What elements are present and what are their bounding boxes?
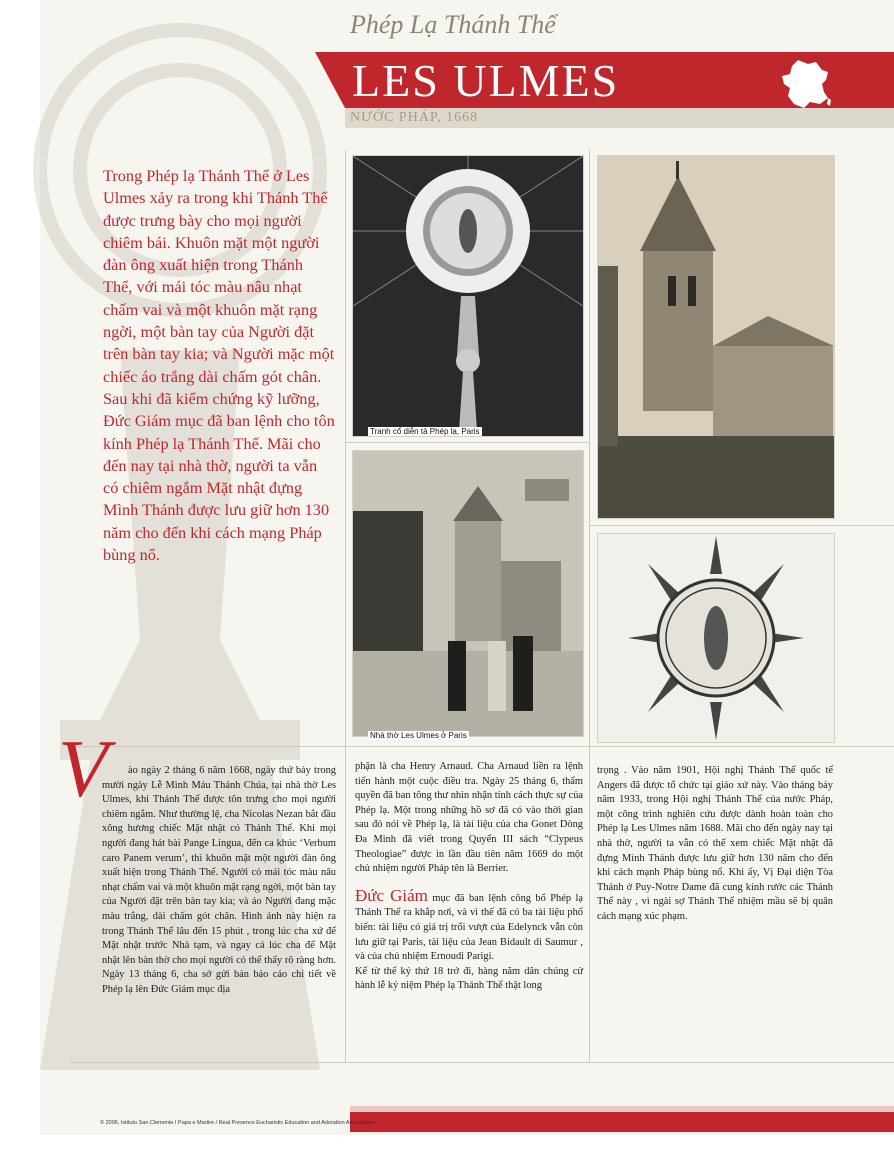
church-postcard-photo (352, 450, 584, 737)
banner-slant (315, 52, 345, 108)
footer-bar (350, 1112, 894, 1132)
monstrance-painting-photo (352, 155, 584, 437)
body-column-2 (355, 760, 583, 994)
bottom-divider (70, 1062, 894, 1063)
church-tower-photo (597, 155, 835, 519)
column-divider-2 (589, 746, 590, 1062)
painting-caption: Tranh cổ diễn tả Phép lạ, Paris (370, 427, 480, 436)
photo-divider-mid (589, 150, 590, 746)
body-column-1: ào ngày 2 tháng 6 năm 1668, ngày thứ bảy trong mười ngày Lễ Mình Máu Thánh Chúa, tại nhà thờ Les Ulmes, khi Thánh Thể được tôn trưng cho mọi người chiêm ngắm. Như thường lệ, cha Nicolas Nezan bắt đầu xông hương chiếc Mặt nhật có Thánh Thể. Khi mọi người đang hát bài Pange Lingua, đến ca khúc ‘Verbum caro Panem verum’, thì khuôn mặt một người đàn ông xuất hiện trong Thánh Thể. Người có mái tóc màu nâu nhạt chấm vai và một khuôn mặt rạng ngời, một bàn tay của Người đặt trên bàn tay kia; và áo Người đang mặc màu trắng, dài chấm gót chân. Hình ảnh này hiện ra trong Thánh Thể lâu đến 15 phút , trong lúc cha xứ để Mặt nhật trước Nhà tạm, và ngay cả lúc cha để Mặt nhật lên bàn thờ cho mọi người có thể thấy rõ ràng hơn. Ngày 13 tháng 6, cha sở gửi bản báo cáo chi tiết về Phép lạ lên Đức Giám mục địa (102, 765, 336, 995)
monstrance-closeup-photo (597, 533, 835, 743)
column-divider-1 (345, 746, 346, 1062)
section-divider (70, 746, 894, 747)
church-caption: Nhà thờ Les Ulmes ở Paris (370, 731, 467, 740)
body-column-2-para-2 (355, 885, 583, 965)
photo-divider-left (345, 150, 346, 746)
photo-divider-center (345, 442, 589, 443)
body-column-2-para-1: phận là cha Henry Arnaud. Cha Arnaud liền ra lệnh tiến hành một cuộc điều tra. Ngày 25 tháng 6, thẩm quyền đã ban tông thư nhìn nhận tính cách thực sự của Phép lạ. Một trong những hồ sơ đã có vào thời gian sau đó nói về Phép lạ, là tài liệu của cha Gonet Dòng Đa Minh đã viết trong Quyển III sách “Clypeus Theologiae” được in lần đầu tiên năm 1669 do một chủ nhiệm người Pháp tên là Berrier. (355, 761, 583, 875)
column-2-subhead-body: mục đã ban lệnh công bố Phép lạ Thánh Thể ra khắp nơi, và vì thế đã có ba tài liệu phổ biến: tài liệu có giá trị trổi vượt của Edelynck vẫn còn lưu giữ tại Paris, tài liệu của Jean Bidault di Saumur , và của chủ nhiệm Ernoudi Parigi. (355, 892, 583, 963)
photo-divider-right (589, 525, 894, 526)
body-column-2-para-3: Kể từ thế kỷ thứ 18 trở đi, hàng năm dân chúng cử hành lễ kỷ niệm Phép lạ Thánh Thể thật long (355, 965, 583, 992)
copyright-notice: © 2006, Istituto San Clemente I Papa e Martire / Real Presence Eucharistic Education and Adoration Association (100, 1120, 375, 1126)
page-title: LES ULMES (352, 55, 620, 106)
column-2-subhead: Đức Giám (355, 885, 428, 905)
drop-cap: V (58, 723, 109, 814)
intro-paragraph: Trong Phép lạ Thánh Thể ở Les Ulmes xảy ra trong khi Thánh Thể được trưng bày cho mọi người chiêm bái. Khuôn mặt một người đàn ông xuất hiện trong Thánh Thể, với mái tóc màu nâu nhạt chấm vai và một khuôn mặt rạng ngời, một bàn tay của Người đặt trên bàn tay kia; và Người mặc một chiếc áo trắng dài chấm gót chân. Sau khi đã kiểm chứng kỹ lưỡng, Đức Giám mục đã ban lệnh cho tôn kính Phép lạ Thánh Thể. Mãi cho đến nay tại nhà thờ, người ta vẫn có chiêm ngắm Mặt nhật đựng Mình Thánh được lưu giữ hơn 130 năm cho đến khi cách mạng Pháp bùng nổ. (103, 166, 335, 565)
kicker-title: Phép Lạ Thánh Thể (350, 10, 556, 39)
page-subtitle: NƯỚC PHÁP, 1668 (350, 110, 479, 125)
body-column-3: trọng . Vào năm 1901, Hội nghị Thánh Thể quốc tế Angers đã được tổ chức tại giáo xứ này. Vào tháng bảy năm 1933, trong Hội nghị Thánh Thể của nước Pháp, một công trình nghiên cứu được dành hoàn toàn cho Phép lạ Les Ulmes năm 1688. Mãi cho đến ngày nay tại nhà thờ, người ta vẫn có thể xem chiếc Mặt nhật đã đựng Mình Thánh được lưu giữ hơn 130 năm cho đến khi cách mạnh Pháp bùng nổ. Khi ấy, Vị Đại diện Tòa Thánh ở Puy-Notre Dame đã cung kính rước các Thánh Thể này , vì ngài sợ Thánh Thể nhiệm mầu sẽ bị quân cách mạng xúc phạm. (597, 765, 833, 922)
france-map-icon (778, 56, 834, 112)
